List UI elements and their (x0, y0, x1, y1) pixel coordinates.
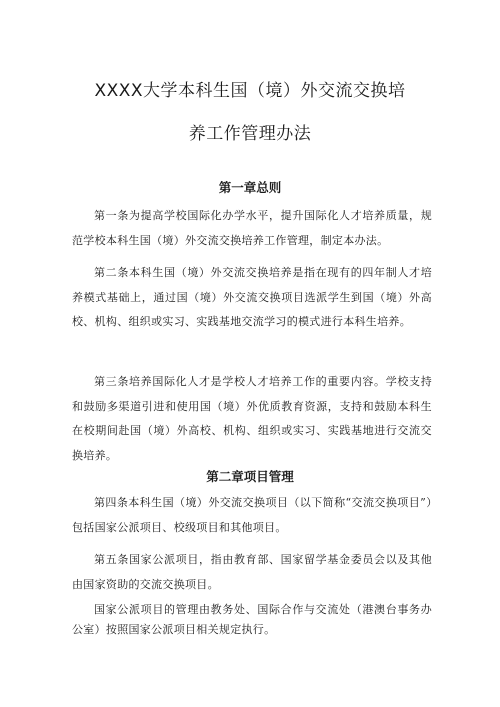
article-5-detail: 国家公派项目的管理由教务处、国际合作与交流处（港澳台事务办公室）按照国家公派项目相关规定执行。 (72, 603, 432, 636)
article-3: 第三条培养国际化人才是学校人才培养工作的重要内容。学校支持和鼓励多渠道引进和使用国（境）外优质教育资源，支持和鼓励本科生在校期间赴国（境）外高校、机构、组织或实习、实践基地进行交流交换培养。 (72, 375, 432, 462)
article-5: 第五条国家公派项目，指由教育部、国家留学基金委员会以及其他由国家资助的交流交换项目。 (72, 553, 432, 591)
document-title-line-2: 养工作管理办法 (188, 124, 312, 144)
article-2: 第二条本科生国（境）外交流交换培养是指在现有的四年制人才培养模式基础上，通过国（境）外交流交换项目选派学生到国（境）外高校、机构、组织或实习、实践基地交流学习的模式进行本科生培养。 (72, 266, 432, 329)
article-4: 第四条本科生国（境）外交流交换项目（以下简称“交流交换项目”）包括国家公派项目、校级项目和其他项目。 (72, 496, 432, 534)
article-1: 第一条为提高学校国际化办学水平，提升国际化人才培养质量，规范学校本科生国（境）外交流交换培养工作管理，制定本办法。 (72, 209, 432, 247)
chapter-heading-2: 第二章项目管理 (206, 469, 294, 484)
chapter-heading-1: 第一章总则 (218, 180, 282, 195)
document-title-line-1: XXXX大学本科生国（境）外交流交换培 (94, 81, 406, 101)
